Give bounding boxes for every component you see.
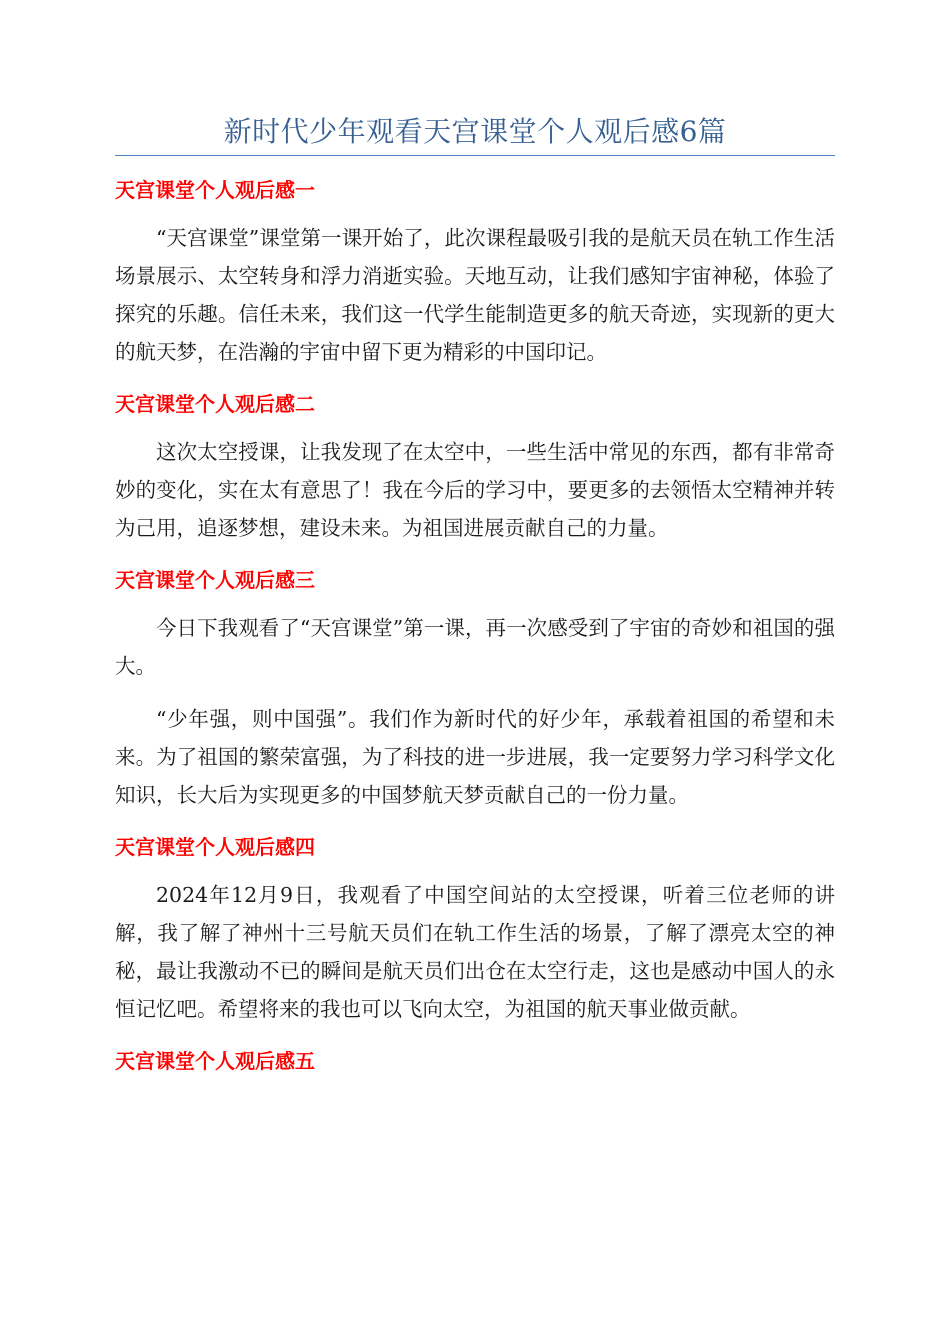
section-2 [115,390,835,547]
section-heading: 天宫课堂个人观后感三 [115,568,315,592]
section-paragraph: 2024年12月9日，我观看了中国空间站的太空授课，听着三位老师的讲解，我了解了神州十三号航天员们在轨工作生活的场景，了解了漂亮太空的神秘，最让我激动不已的瞬间是航天员们出仓在太空行走，这也是感动中国人的永恒记忆吧。希望将来的我也可以飞向太空，为祖国的航天事业做贡献。 [115,883,835,1021]
section-paragraph: “少年强，则中国强”。我们作为新时代的好少年，承载着祖国的希望和未来。为了祖国的繁荣富强，为了科技的进一步进展，我一定要努力学习科学文化知识，长大后为实现更多的中国梦航天梦贡献自己的一份力量。 [115,707,835,807]
section-paragraph: 这次太空授课，让我发现了在太空中，一些生活中常见的东西，都有非常奇妙的变化，实在太有意思了！我在今后的学习中，要更多的去领悟太空精神并转为己用，追逐梦想，建设未来。为祖国进展贡献自己的力量。 [115,440,835,540]
document-page [115,112,835,1075]
section-heading: 天宫课堂个人观后感四 [115,835,315,859]
section-3 [115,566,835,814]
section-paragraph: 今日下我观看了“天宫课堂”第一课，再一次感受到了宇宙的奇妙和祖国的强大。 [115,616,835,678]
section-heading: 天宫课堂个人观后感五 [115,1049,315,1073]
section-5 [115,1047,835,1075]
section-heading: 天宫课堂个人观后感二 [115,392,315,416]
section-heading: 天宫课堂个人观后感一 [115,178,315,202]
section-1 [115,176,835,371]
section-4 [115,833,835,1028]
document-title: 新时代少年观看天宫课堂个人观后感6篇 [115,112,835,156]
section-paragraph: “天宫课堂”课堂第一课开始了，此次课程最吸引我的是航天员在轨工作生活场景展示、太空转身和浮力消逝实验。天地互动，让我们感知宇宙神秘，体验了探究的乐趣。信任未来，我们这一代学生能制造更多的航天奇迹，实现新的更大的航天梦，在浩瀚的宇宙中留下更为精彩的中国印记。 [115,226,835,364]
